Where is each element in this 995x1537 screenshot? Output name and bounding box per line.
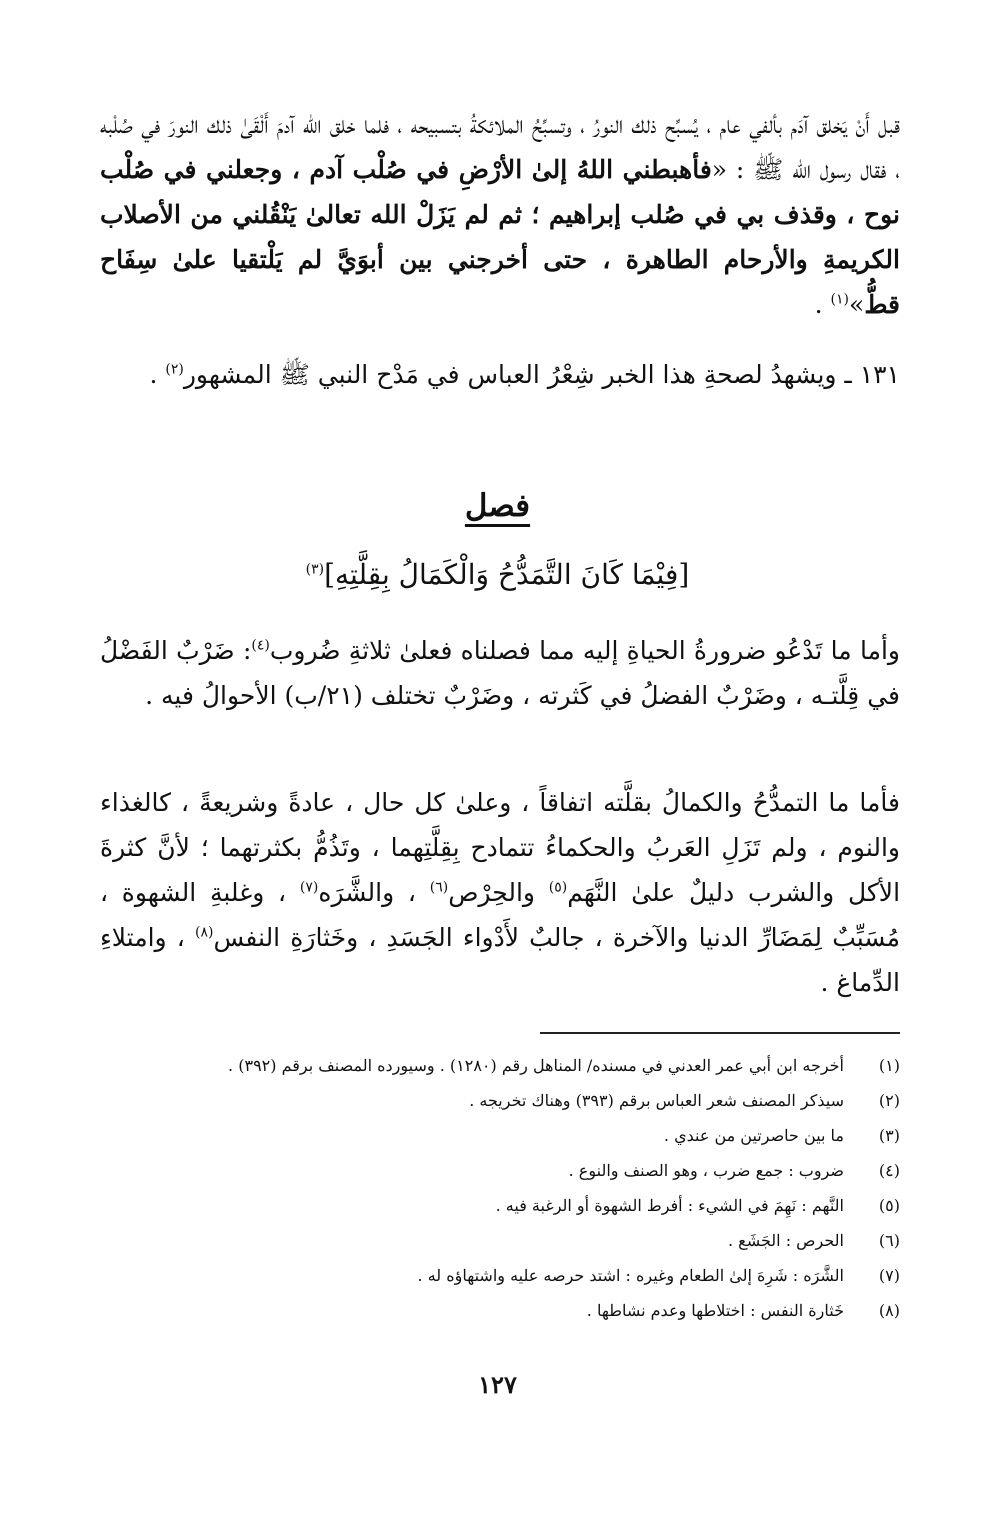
footnote-ref-7: (٧) — [299, 879, 319, 896]
footnote-number: (٣) — [878, 1126, 900, 1145]
footnote-text: الحرص : الجَشَع . — [728, 1231, 844, 1250]
paragraph-4-c: ، والشَّرَه — [318, 878, 430, 907]
paragraph-2-end: . — [149, 360, 166, 389]
paragraph-three-kinds — [100, 628, 900, 718]
paragraph-4-a: فأما ما التمدُّحُ والكمالُ بقلَّته اتفاقاً ، وعلىٰ كل حال ، عادةً وشريعةً ، كالغذاء والنوم ، ولم تَزَلِ العَربُ والحكماءُ تتمادح بِقِلَّتِهما ، وتَذُمُّ بكثرتهما ؛ لأنَّ كثرةَ الأكل والشرب دليلٌ علىٰ النَّهَم — [100, 788, 901, 907]
footnote-ref-8: (٨) — [195, 924, 214, 941]
paragraph-131 — [100, 352, 900, 397]
paragraph-4-d: ، وغلبةِ الشهوة ، مُسَبِّبٌ لِمَضَارِّ الدنيا والآخرة ، جالبٌ لأَدْواء الجَسَدِ ، وخَثارَةِ النفس — [100, 878, 900, 952]
section-subtitle — [0, 558, 995, 591]
quote-close: » — [849, 290, 865, 319]
footnote-ref-3: (٣) — [305, 561, 325, 578]
footnote-ref-6: (٦) — [429, 879, 449, 896]
paragraph-2-text: ١٣١ ـ ويشهدُ لصحةِ هذا الخبر شِعْرُ العباس في مَدْح النبي ﷺ المشهور — [183, 360, 900, 389]
footnote-text: ضروب : جمع ضرب ، وهو الصنف والنوع . — [568, 1161, 844, 1180]
footnote-text: أخرجه ابن أبي عمر العدني في مسنده/ المناهل رقم (١٢٨٠) . وسيورده المصنف برقم (٣٩٢) . — [228, 1056, 844, 1075]
paragraph-4-b: والحِرْص — [448, 878, 549, 907]
footnote-number: (٥) — [878, 1196, 900, 1215]
paragraph-1-end: . — [814, 290, 831, 319]
footnote-item — [100, 1188, 900, 1223]
footnote-number: (٢) — [878, 1091, 900, 1110]
paragraph-3-text-2: : ضَرْبٌ الفَضْلُ في قِلَّتـه ، وضَرْبٌ الفضلُ في كَثرته ، وضَرْبٌ تختلف (٢١/ب) الأحوالُ فيه . — [100, 636, 900, 710]
footnotes-list — [100, 1048, 900, 1328]
footnote-separator — [540, 1032, 900, 1034]
footnote-ref-4: (٤) — [251, 637, 270, 654]
footnote-number: (٤) — [878, 1161, 900, 1180]
paragraph-hadith-light — [100, 102, 900, 327]
paragraph-1-intro: قبل أَنْ يَخلق آدَم بألفي عام ، يُسبِّح ذلك النورُ ، وتسبِّحُ الملائكةُ بتسبيحه ، فلما خلق الله آدمَ أَلْقَىٰ ذلك النورَ في صُلْبه ، فقال رسول الله ﷺ : « — [100, 110, 900, 184]
footnote-text: سيذكر المصنف شعر العباس برقم (٣٩٣) وهناك تخريجه . — [469, 1091, 844, 1110]
footnote-number: (٨) — [878, 1301, 900, 1320]
footnote-item — [100, 1118, 900, 1153]
footnote-ref-2: (٢) — [165, 361, 184, 378]
footnote-text: خَثارة النفس : اختلاطها وعدم نشاطها . — [586, 1301, 844, 1320]
hadith-quote: فأهبطني اللهُ إلىٰ الأرْضِ في صُلْب آدم ، وجعلني في صُلْب نوح ، وقذف بي في صُلب إبراهيم ؛ ثم لم يَزَلْ الله تعالىٰ يَنْقُلني من الأصلاب الكريمةِ والأرحام الطاهرة ، حتى أخرجني بين أبوَيَّ لم يَلْتقيا علىٰ سِفَاح قطُّ — [100, 155, 900, 319]
footnote-item — [100, 1153, 900, 1188]
footnote-number: (١) — [878, 1056, 900, 1075]
paragraph-food-sleep — [100, 780, 900, 1005]
footnote-item — [100, 1048, 900, 1083]
footnote-item — [100, 1223, 900, 1258]
footnote-text: الشَّرَه : شَرِهَ إلىٰ الطعام وغيره : اشتد حرصه عليه واشتهاؤه له . — [417, 1266, 844, 1285]
paragraph-4-e: ، وامتلاءِ الدِّماغ . — [100, 923, 900, 997]
section-subtitle-text: [فِيْمَا كَانَ التَّمَدُّحُ وَالْكَمَالُ بِقِلَّتِهِ] — [324, 558, 690, 591]
section-title: فصل — [464, 488, 531, 524]
footnote-text: ما بين حاصرتين من عندي . — [663, 1126, 844, 1145]
page-number: ١٢٧ — [478, 1370, 517, 1399]
footnote-ref-5: (٥) — [548, 879, 568, 896]
footnote-text: النَّهم : نَهِمَ في الشيء : أفرط الشهوة أو الرغبة فيه . — [495, 1196, 844, 1215]
footnote-ref-1: (١) — [830, 291, 850, 308]
footnote-item — [100, 1083, 900, 1118]
footnote-item — [100, 1293, 900, 1328]
footnote-item — [100, 1258, 900, 1293]
footnote-number: (٧) — [878, 1266, 900, 1285]
footnote-number: (٦) — [878, 1231, 900, 1250]
paragraph-3-text: وأما ما تَدْعُو ضرورةُ الحياةِ إليه مما فصلناه فعلىٰ ثلاثةِ ضُروب — [269, 636, 900, 665]
